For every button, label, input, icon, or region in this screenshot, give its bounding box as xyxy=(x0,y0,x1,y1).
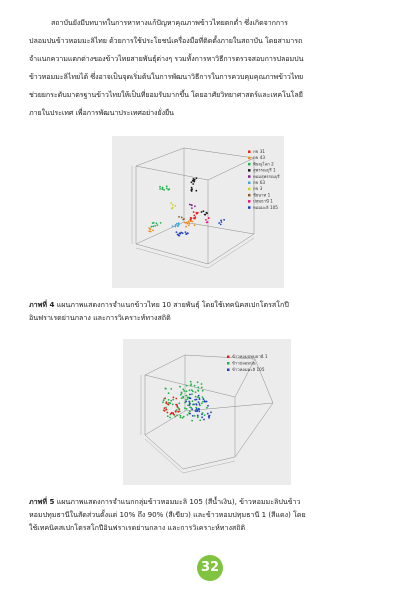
scatter-point xyxy=(172,404,174,406)
scatter-point xyxy=(169,417,171,419)
scatter-point xyxy=(193,404,195,406)
scatter-point xyxy=(170,400,172,402)
scatter-point xyxy=(208,417,210,419)
scatter-point xyxy=(201,413,203,415)
scatter-point xyxy=(192,415,194,417)
scatter-point xyxy=(206,401,208,403)
scatter-point xyxy=(162,188,164,190)
scatter-point xyxy=(192,183,194,185)
scatter-point xyxy=(206,407,208,409)
scatter-point xyxy=(173,397,175,399)
scatter-point xyxy=(191,389,193,391)
scatter-point xyxy=(168,404,170,406)
figure-5-3d-scatter xyxy=(123,339,291,485)
scatter-point xyxy=(203,210,205,212)
scatter-point xyxy=(189,389,191,391)
scatter-point xyxy=(198,410,200,412)
scatter-point xyxy=(204,414,206,416)
scatter-point xyxy=(164,410,166,412)
scatter-point xyxy=(170,413,172,415)
figure-5-axes-box xyxy=(145,355,273,469)
scatter-point xyxy=(172,204,174,206)
figure-5-caption-text: แผนภาพแสดงการจำแนกกลุ่มข้าวหอมมะลิ 105 (สีน้ำเงิน), ข้าวหอมมะลิปนข้าว xyxy=(56,497,301,506)
scatter-point xyxy=(151,226,153,228)
figure-4-3d-scatter xyxy=(112,136,284,288)
scatter-point xyxy=(196,404,198,406)
legend-marker xyxy=(248,169,251,172)
scatter-point xyxy=(202,390,204,392)
figure-5-legend xyxy=(227,354,268,372)
scatter-point xyxy=(164,397,166,399)
scatter-point xyxy=(168,402,170,404)
figure-4-caption xyxy=(29,298,391,324)
scatter-point xyxy=(190,407,192,409)
scatter-point xyxy=(193,181,195,183)
figure-4-caption-label: ภาพที่ 4 xyxy=(29,300,55,309)
scatter-point xyxy=(204,214,206,216)
scatter-point xyxy=(201,402,203,404)
figure-4-legend xyxy=(248,149,280,210)
scatter-point xyxy=(185,231,187,233)
scatter-point xyxy=(202,398,204,400)
scatter-point xyxy=(165,402,167,404)
scatter-point xyxy=(185,401,187,403)
scatter-point xyxy=(197,381,199,383)
legend-marker xyxy=(248,182,251,185)
scatter-point xyxy=(188,222,190,224)
scatter-point xyxy=(179,386,181,388)
scatter-point xyxy=(178,408,180,410)
scatter-point xyxy=(166,188,168,190)
legend-marker xyxy=(227,356,230,359)
scatter-point xyxy=(201,387,203,389)
scatter-point xyxy=(163,189,165,191)
figure-5-caption-label: ภาพที่ 5 xyxy=(29,497,55,506)
scatter-point xyxy=(191,187,193,189)
legend-marker xyxy=(248,200,251,203)
scatter-point xyxy=(168,399,170,401)
figure-5-plot xyxy=(123,339,291,485)
scatter-point xyxy=(204,401,206,403)
scatter-point xyxy=(197,387,199,389)
scatter-point xyxy=(184,407,186,409)
scatter-point xyxy=(194,224,196,226)
scatter-point xyxy=(220,220,222,222)
scatter-point xyxy=(168,188,170,190)
legend-label: สุพรรณบุรี 1 xyxy=(253,167,276,173)
scatter-point xyxy=(194,385,196,387)
scatter-point xyxy=(198,390,200,392)
legend-label: กข 63 xyxy=(253,180,266,185)
scatter-point xyxy=(185,226,187,228)
scatter-point xyxy=(188,221,190,223)
figure-5-caption xyxy=(29,495,391,534)
scatter-point xyxy=(172,412,174,414)
scatter-point xyxy=(177,225,179,227)
scatter-point xyxy=(187,232,189,234)
scatter-point xyxy=(185,399,187,401)
scatter-point xyxy=(223,219,225,221)
scatter-point xyxy=(157,224,159,226)
scatter-point xyxy=(197,409,199,411)
scatter-point xyxy=(203,419,205,421)
body-line: ข้าวหอมมะลิไทยได้ ซึ่งอาจเป็นจุดเริ่มต้นในการพัฒนาวิธีการในการควบคุมคุณภาพข้าวไทย xyxy=(29,72,304,81)
scatter-point xyxy=(178,216,180,218)
scatter-point xyxy=(159,188,161,190)
scatter-point xyxy=(183,218,185,220)
scatter-point xyxy=(170,202,172,204)
scatter-point xyxy=(175,205,177,207)
scatter-point xyxy=(189,410,191,412)
scatter-point xyxy=(159,186,161,188)
legend-label: ข้าวหอมปทุมธานี 1 xyxy=(232,354,268,359)
body-line: ภายในประเทศ เพื่อการพัฒนาประเทศอย่างยั่งยืน xyxy=(29,108,174,117)
scatter-point xyxy=(207,413,209,415)
scatter-point xyxy=(179,415,181,417)
figure-5-points xyxy=(162,381,212,422)
legend-marker xyxy=(248,206,251,209)
scatter-point xyxy=(185,395,187,397)
legend-marker xyxy=(227,362,230,365)
scatter-point xyxy=(175,411,177,413)
scatter-point xyxy=(201,211,203,213)
scatter-point xyxy=(189,403,191,405)
scatter-point xyxy=(195,391,197,393)
scatter-point xyxy=(190,385,192,387)
scatter-point xyxy=(190,397,192,399)
scatter-point xyxy=(195,396,197,398)
scatter-point xyxy=(206,212,208,214)
scatter-point xyxy=(152,230,154,232)
scatter-point xyxy=(193,178,195,180)
scatter-point xyxy=(186,390,188,392)
scatter-point xyxy=(181,393,183,395)
scatter-point xyxy=(197,415,199,417)
scatter-point xyxy=(210,411,212,413)
scatter-point xyxy=(208,217,210,219)
scatter-point xyxy=(193,217,195,219)
scatter-point xyxy=(199,398,201,400)
legend-marker xyxy=(248,194,251,197)
scatter-point xyxy=(221,221,223,223)
scatter-point xyxy=(191,408,193,410)
scatter-point xyxy=(168,392,170,394)
legend-marker xyxy=(227,369,230,372)
scatter-point xyxy=(194,415,196,417)
scatter-point xyxy=(201,383,203,385)
legend-marker xyxy=(248,175,251,178)
scatter-point xyxy=(198,401,200,403)
scatter-point xyxy=(191,420,193,422)
figure-4-plot xyxy=(112,136,284,288)
scatter-point xyxy=(189,394,191,396)
scatter-point xyxy=(172,207,174,209)
scatter-point xyxy=(190,220,192,222)
scatter-point xyxy=(178,411,180,413)
legend-label: ชัยนาท 1 xyxy=(253,192,271,198)
scatter-point xyxy=(176,414,178,416)
legend-label: หอมสุพรรณบุรี xyxy=(253,173,280,179)
scatter-point xyxy=(186,408,188,410)
legend-label: ข้าวปลอมปน xyxy=(232,360,256,366)
scatter-point xyxy=(148,230,150,232)
scatter-point xyxy=(164,407,166,409)
scatter-point xyxy=(178,222,180,224)
legend-marker xyxy=(248,151,251,154)
figure-5-caption-text: หอมปทุมธานีในสัดส่วนตั้งแต่ 10% ถึง 90% (สีเขียว) และข้าวหอมปทุมธานี 1 (สีแดง) โดย xyxy=(29,510,306,519)
scatter-point xyxy=(194,399,196,401)
scatter-point xyxy=(192,221,194,223)
scatter-point xyxy=(175,224,177,226)
scatter-point xyxy=(199,419,201,421)
figure-5-ticks xyxy=(141,375,235,473)
body-line: ช่วยยกระดับมาตรฐานข้าวไทยให้เป็นที่ยอมรับมากขึ้น โดยอาศัยวิทยาศาสตร์และเทคโนโลยี xyxy=(29,90,303,99)
scatter-point xyxy=(198,395,200,397)
scatter-point xyxy=(165,407,167,409)
scatter-point xyxy=(165,409,167,411)
scatter-point xyxy=(174,226,176,228)
scatter-point xyxy=(199,403,201,405)
scatter-point xyxy=(154,225,156,227)
scatter-point xyxy=(184,222,186,224)
scatter-point xyxy=(160,222,162,224)
legend-marker xyxy=(248,188,251,191)
figure-4-caption-text: อินฟราเรดย่านกลาง และการวิเคราะห์ทางสถิติ xyxy=(29,313,171,322)
scatter-point xyxy=(198,408,200,410)
scatter-point xyxy=(193,215,195,217)
scatter-point xyxy=(162,187,164,189)
scatter-point xyxy=(176,404,178,406)
body-line: ปลอมปนข้าวหอมมะลิไทย ด้วยการใช้ประโยชน์เครื่องมือที่ติดตั้งภายในสถาบัน โดยสามารถ xyxy=(29,36,303,45)
scatter-point xyxy=(166,185,168,187)
scatter-point xyxy=(167,415,169,417)
scatter-point xyxy=(152,226,154,228)
scatter-point xyxy=(148,227,150,229)
scatter-point xyxy=(162,401,164,403)
scatter-point xyxy=(165,388,167,390)
legend-label: ปทุมธานี 1 xyxy=(253,198,273,204)
scatter-point xyxy=(179,233,181,235)
scatter-point xyxy=(191,204,193,206)
body-paragraph xyxy=(29,14,391,122)
scatter-point xyxy=(170,388,172,390)
legend-label: หอมมะลิ 105 xyxy=(253,204,278,210)
scatter-point xyxy=(178,235,180,237)
legend-label: ข้าวหอมมะลิ 105 xyxy=(232,367,265,372)
scatter-point xyxy=(181,397,183,399)
scatter-point xyxy=(182,389,184,391)
scatter-point xyxy=(195,410,197,412)
scatter-point xyxy=(186,222,188,224)
scatter-point xyxy=(183,390,185,392)
scatter-point xyxy=(182,417,184,419)
figure-4-points xyxy=(148,177,225,236)
scatter-point xyxy=(201,416,203,418)
page-number-badge: 32 xyxy=(197,555,223,581)
scatter-point xyxy=(175,398,177,400)
scatter-point xyxy=(176,231,178,233)
scatter-point xyxy=(156,222,158,224)
scatter-point xyxy=(172,225,174,227)
scatter-point xyxy=(176,406,178,408)
scatter-point xyxy=(189,413,191,415)
scatter-point xyxy=(178,402,180,404)
scatter-point xyxy=(182,396,184,398)
scatter-point xyxy=(194,205,196,207)
legend-label: กข 3 xyxy=(253,186,263,192)
scatter-point xyxy=(152,222,154,224)
scatter-point xyxy=(185,233,187,235)
scatter-point xyxy=(193,211,195,213)
scatter-point xyxy=(191,207,193,209)
scatter-point xyxy=(206,222,208,224)
scatter-point xyxy=(167,412,169,414)
scatter-point xyxy=(187,398,189,400)
legend-marker xyxy=(248,163,251,166)
scatter-point xyxy=(195,190,197,192)
body-line: สถาบันยังมีบทบาทในการหาทางแก้ปัญหาคุณภาพข้าวไทยตกต่ำ ซึ่งเกิดจากการ xyxy=(51,18,288,27)
scatter-point xyxy=(207,405,209,407)
scatter-point xyxy=(202,396,204,398)
scatter-point xyxy=(191,393,193,395)
scatter-point xyxy=(188,224,190,226)
scatter-point xyxy=(191,188,193,190)
scatter-point xyxy=(218,222,220,224)
scatter-point xyxy=(188,401,190,403)
legend-marker xyxy=(248,157,251,160)
scatter-point xyxy=(195,212,197,214)
scatter-point xyxy=(220,224,222,226)
scatter-point xyxy=(191,181,193,183)
body-line: จำแนกความแตกต่างของข้าวไทยสายพันธุ์ต่างๆ รวมทั้งการหาวิธีการตรวจสอบการปลอมปน xyxy=(29,54,304,63)
scatter-point xyxy=(163,399,165,401)
scatter-point xyxy=(205,219,207,221)
scatter-point xyxy=(181,217,183,219)
scatter-point xyxy=(180,417,182,419)
scatter-point xyxy=(187,414,189,416)
legend-label: กข 31 xyxy=(253,149,266,154)
scatter-point xyxy=(190,381,192,383)
scatter-point xyxy=(174,416,176,418)
scatter-point xyxy=(186,385,188,387)
scatter-point xyxy=(191,217,193,219)
scatter-point xyxy=(192,400,194,402)
scatter-point xyxy=(196,177,198,179)
scatter-point xyxy=(172,399,174,401)
legend-label: พิษณุโลก 2 xyxy=(253,161,274,167)
figure-4-caption-text: แผนภาพแสดงการจำแนกข้าวไทย 10 สายพันธุ์ โดยใช้เทคนิคสเปกโตรสโกปี xyxy=(56,300,289,309)
legend-label: กข 43 xyxy=(253,155,266,161)
figure-5-caption-text: ใช้เทคนิคสเปกโตรสโกปีอินฟราเรดย่านกลาง และการวิเคราะห์ทางสถิติ xyxy=(29,523,246,532)
